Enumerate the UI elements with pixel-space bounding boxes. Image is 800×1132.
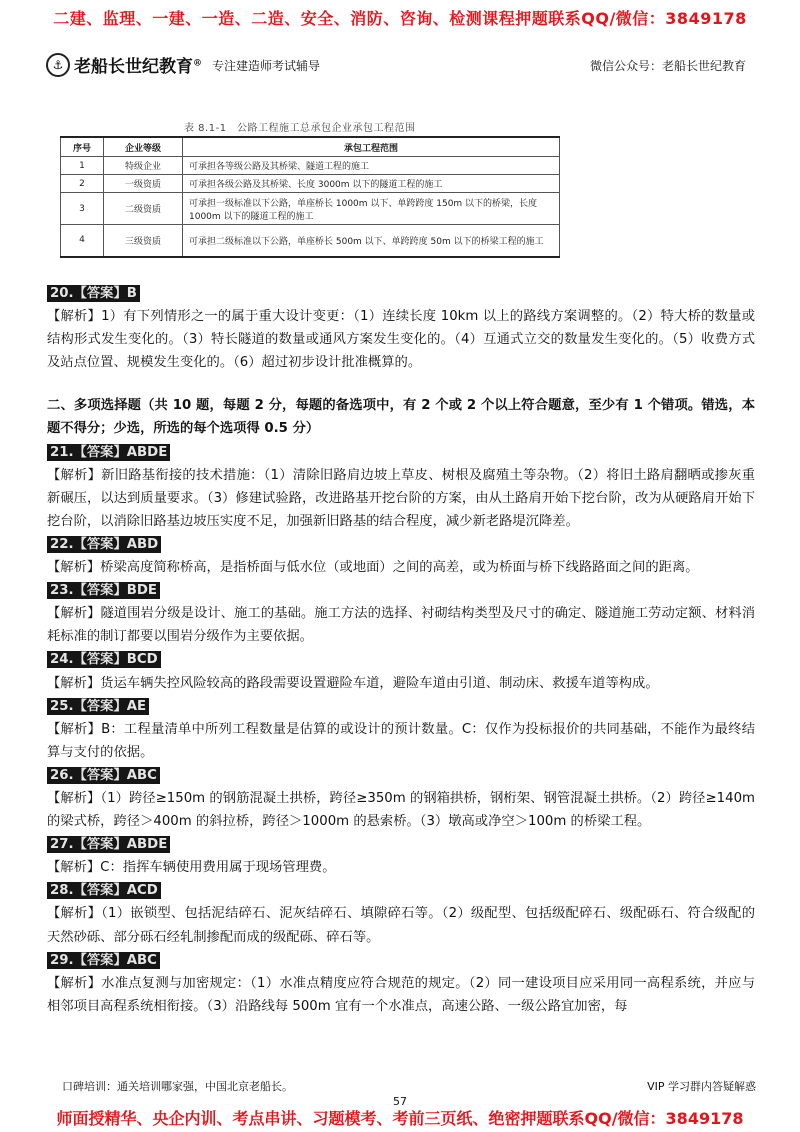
ship-icon: ⚓ [46, 53, 70, 77]
analysis-28: 【解析】（1）嵌锁型、包括泥结碎石、泥灰结碎石、填隙碎石等。（2）级配型、包括级配碎石、级配砾石、符合级配的天然砂砾、部分砾石经轧制掺配而成的级配砾、碎石等。 [47, 906, 755, 945]
table-row [61, 225, 560, 257]
analysis-24: 【解析】货运车辆失控风险较高的路段需要设置避险车道，避险车道由引道、制动床、救援车道等构成。 [47, 675, 659, 691]
table-row [61, 157, 560, 175]
cell-grade: 一级资质 [104, 175, 183, 193]
footer-vip-note: VIP 学习群内答疑解惑 [647, 1080, 756, 1093]
answer-label-20: 20.【答案】B [47, 285, 140, 302]
analysis-23: 【解析】隧道围岩分级是设计、施工的基础。施工方法的选择、衬砌结构类型及尺寸的确定、隧道施工劳动定额、材料消耗标准的制订都要以围岩分级作为主要依据。 [47, 606, 755, 645]
answer-label-27: 27.【答案】ABDE [47, 836, 170, 853]
section-heading-multiple-choice: 二、多项选择题（共 10 题，每题 2 分，每题的备选项中，有 2 个或 2 个以上符合题意，至少有 1 个错项。错选，本题不得分；少选，所选的每个选项得 0.5 分） [47, 398, 755, 437]
cell-no: 4 [61, 225, 104, 257]
analysis-20: 【解析】1）有下列情形之一的属于重大设计变更：（1）连续长度 10km 以上的路线方案调整的。（2）特大桥的数量或结构形式发生变化的。（3）特长隧道的数量或通风方案发生变化的。（4）互通式立交的数量发生变化的。（5）收费方式及站点位置、规模发生变化的。（6）超过初步设计批准概算的。 [47, 309, 755, 371]
logo [46, 52, 202, 77]
answer-label-26: 26.【答案】ABC [47, 767, 160, 784]
analysis-29: 【解析】水准点复测与加密规定：（1）水准点精度应符合规范的规定。（2）同一建设项目应采用同一高程系统，并应与相邻项目高程系统相衔接。（3）沿路线每 500m 宜有一个水准点，高速公路、一级公路宜加密，每 [47, 975, 755, 1014]
answer-content [47, 282, 755, 1018]
contractor-scope-table [60, 136, 560, 258]
table-row [61, 175, 560, 193]
cell-scope: 可承担二级标准以下公路，单座桥长 500m 以下、单跨跨度 50m 以下的桥梁工程的施工 [183, 225, 560, 257]
cell-scope: 可承担一级标准以下公路，单座桥长 1000m 以下、单跨跨度 150m 以下的桥梁，长度 1000m 以下的隧道工程的施工 [183, 193, 560, 225]
cell-scope: 可承担各级公路及其桥梁、长度 3000m 以下的隧道工程的施工 [183, 175, 560, 193]
cell-grade: 三级资质 [104, 225, 183, 257]
table-row [61, 193, 560, 225]
cell-grade: 二级资质 [104, 193, 183, 225]
cell-no: 3 [61, 193, 104, 225]
col-header-no: 序号 [61, 137, 104, 157]
spacer [47, 374, 755, 383]
answer-label-23: 23.【答案】BDE [47, 582, 160, 599]
top-promo-banner: 二建、监理、一建、一造、二造、安全、消防、咨询、检测课程押题联系QQ/微信：3849178 [53, 9, 747, 28]
analysis-27: 【解析】C：指挥车辆使用费用属于现场管理费。 [47, 860, 336, 876]
col-header-grade: 企业等级 [104, 137, 183, 157]
cell-no: 2 [61, 175, 104, 193]
col-header-scope: 承包工程范围 [183, 137, 560, 157]
cell-no: 1 [61, 157, 104, 175]
page-header [46, 52, 746, 82]
cell-scope: 可承担各等级公路及其桥梁、隧道工程的施工 [183, 157, 560, 175]
answer-label-28: 28.【答案】ACD [47, 882, 161, 899]
analysis-22: 【解析】桥梁高度简称桥高，是指桥面与低水位（或地面）之间的高差，或为桥面与桥下线路路面之间的距离。 [47, 560, 699, 576]
header-wechat: 微信公众号：老船长世纪教育 [589, 59, 746, 73]
analysis-21: 【解析】新旧路基衔接的技术措施：（1）清除旧路肩边坡上草皮、树根及腐殖土等杂物。（2）将旧土路肩翻晒或掺灰重新碾压，以达到质量要求。（3）修建试验路，改进路基开挖台阶的方案，由从土路肩开始下挖台阶，改为从硬路肩开始下挖台阶，以消除旧路基边坡压实度不足，加强新旧路基的结合程度，减少新老路堤沉降差。 [47, 467, 755, 529]
answer-label-21: 21.【答案】ABDE [47, 444, 170, 461]
bottom-promo-banner: 师面授精华、央企内训、考点串讲、习题模考、考前三页纸、绝密押题联系QQ/微信：3849178 [56, 1109, 744, 1128]
logo-text: 老船长世纪教育® [74, 57, 202, 77]
table-caption: 表 8.1-1 公路工程施工总承包企业承包工程范围 [184, 123, 416, 134]
footer-slogan: 口碑培训：通关培训哪家强，中国北京老船长。 [62, 1080, 293, 1093]
analysis-26: 【解析】（1）跨径≥150m 的钢筋混凝土拱桥，跨径≥350m 的钢箱拱桥，钢桁架、钢管混凝土拱桥。（2）跨径≥140m 的梁式桥，跨径＞400m 的斜拉桥，跨径＞1000m 的悬索桥。（3）墩高或净空＞100m 的桥梁工程。 [47, 790, 755, 830]
answer-label-25: 25.【答案】AE [47, 698, 149, 715]
table-header-row [61, 137, 560, 157]
answer-label-24: 24.【答案】BCD [47, 651, 161, 668]
cell-grade: 特级企业 [104, 157, 183, 175]
header-tagline: 专注建造师考试辅导 [212, 59, 321, 73]
answer-label-22: 22.【答案】ABD [47, 536, 161, 553]
analysis-25: 【解析】B：工程量清单中所列工程数量是估算的或设计的预计数量。C：仅作为投标报价的共同基础，不能作为最终结算与支付的依据。 [47, 721, 755, 760]
page-number: 57 [393, 1095, 407, 1108]
answer-label-29: 29.【答案】ABC [47, 952, 160, 969]
